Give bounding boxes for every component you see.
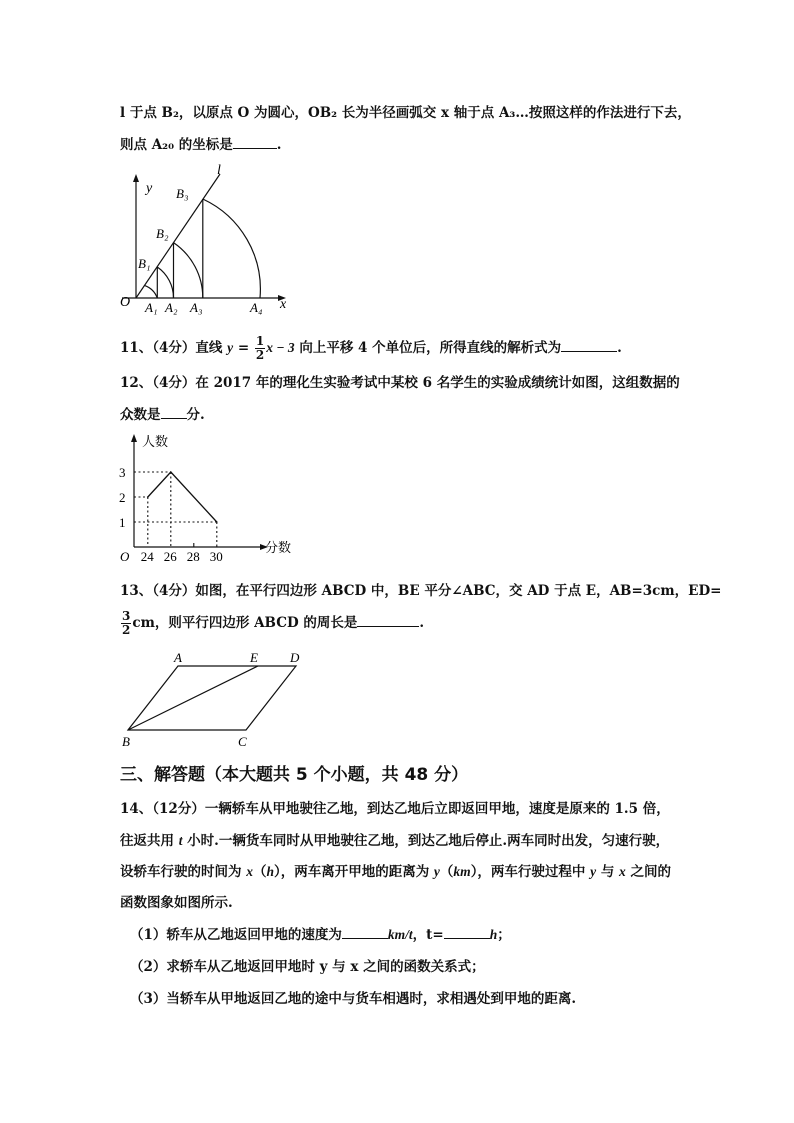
q13-label-d: D	[290, 650, 300, 665]
q14-line3-a: 设轿车行驶的时间为	[120, 864, 247, 880]
q12-data-point	[170, 471, 172, 473]
q10-origin-label: O	[120, 295, 131, 310]
q13-answer-blank	[357, 626, 419, 627]
q13-figure	[118, 648, 318, 752]
q10-b2-label: B₂	[156, 226, 169, 241]
q14-line3-e: ），两车行驶过程中	[470, 864, 591, 880]
q13-label-a: A	[174, 650, 182, 665]
q12-x-tick-label: 24	[140, 549, 154, 564]
q14-p1-h: h	[489, 927, 498, 942]
q11-answer-blank	[561, 351, 617, 352]
q13-label-b: B	[122, 734, 130, 749]
q11-y: y	[227, 340, 234, 355]
q10-a1-label: A₁	[145, 300, 158, 315]
q11-end: .	[617, 340, 622, 356]
q13-text-line1: 13、（4分）如图，在平行四边形 ABCD 中，BE 平分∠ABC，交 AD 于点 E，AB=3cm，ED=	[120, 583, 722, 599]
q10-text-line2	[120, 136, 281, 154]
q13-label-e: E	[250, 650, 258, 665]
q11-suffix: 向上平移 4 个单位后，所得直线的解析式为	[299, 340, 562, 356]
q12-origin: O	[120, 549, 130, 564]
q10-y-label: y	[146, 181, 153, 196]
q12-answer-blank	[161, 418, 187, 419]
q12-text-line1: 12、（4分）在 2017 年的理化生实验考试中某校 6 名学生的实验成绩统计如图，这组数据的	[120, 375, 680, 391]
q14-line2-b: 小时.一辆货车同时从甲地驶往乙地，到达乙地后停止.两车同时出发，匀速行驶，	[182, 833, 670, 849]
q10-text-line1: l 于点 B₂，以原点 O 为圆心，OB₂ 长为半径画弧交 x 轴于点 A₃…按照这样的作法进行下去，	[120, 105, 691, 121]
q12-x-tick-label: 28	[186, 549, 200, 564]
q10-line2-pre: 则点 A₂₀ 的坐标是	[120, 137, 233, 153]
q10-line2-post: .	[276, 137, 282, 153]
q10-a4-label: A₄	[250, 300, 263, 315]
q11-den: 2	[255, 348, 265, 362]
q12-series-line	[148, 472, 217, 522]
q10-line-label: l	[217, 163, 221, 178]
q14-text-line1: 14、（12分）一辆轿车从甲地驶往乙地，到达乙地后立即返回甲地，速度是原来的 1.5 倍，	[120, 801, 670, 817]
q14-text-line3	[120, 863, 671, 881]
q14-line2-a: 往返共用	[120, 833, 179, 849]
q12-line2-pre: 众数是	[120, 407, 161, 423]
q14-line3-f: 与	[596, 864, 620, 880]
q11-rest: x − 3	[266, 340, 295, 355]
q14-line2-t: t	[178, 833, 183, 848]
q12-text-line2	[120, 406, 205, 424]
q14-p1-blank-time	[444, 938, 490, 939]
q14-line3-d: （	[439, 864, 454, 880]
q10-a2-label: A₂	[165, 300, 178, 315]
q14-line3-b: （	[252, 864, 267, 880]
q12-line2-post: 分.	[186, 407, 205, 423]
q12-y-tick-label: 1	[119, 515, 126, 530]
q12-y-tick-label: 2	[119, 490, 126, 505]
q14-p1-unit: km/t	[387, 927, 413, 942]
q11-fraction	[255, 335, 265, 362]
q13-fraction	[121, 610, 131, 637]
q11-prefix: 11、（4分）直线	[120, 340, 223, 356]
q14-part3: （3）当轿车从甲地返回乙地的途中与货车相遇时，求相遇处到甲地的距离.	[130, 991, 577, 1007]
q14-line3-y2: y	[590, 864, 597, 879]
q13-num: 3	[122, 609, 131, 623]
q12-ylabel: 人数	[142, 434, 169, 449]
q12-xlabel: 分数	[265, 540, 292, 555]
q10-answer-blank	[233, 148, 277, 149]
q14-line3-h: h	[266, 864, 274, 879]
q12-x-tick-label: 26	[163, 549, 177, 564]
q11-num: 1	[255, 334, 265, 348]
q10-b1-label: B₁	[138, 256, 151, 271]
q12-y-arrow	[131, 434, 137, 442]
q13-label-c: C	[238, 734, 247, 749]
q10-figure	[110, 160, 310, 320]
q12-data-point	[147, 496, 149, 498]
q10-a3-label: A₃	[190, 300, 203, 315]
q14-line3-g: 之间的	[625, 864, 671, 880]
q12-data-point	[216, 521, 218, 523]
section-heading: 三、解答题（本大题共 5 个小题，共 48 分）	[120, 765, 469, 785]
q14-text-line2	[120, 832, 669, 850]
q14-part1	[130, 926, 511, 944]
q14-line3-km: km	[453, 864, 471, 879]
q14-part2: （2）求轿车从乙地返回甲地时 y 与 x 之间的函数关系式；	[130, 959, 485, 975]
q14-line3-c: ），两车离开甲地的距离为	[273, 864, 434, 880]
q14-p1-a: （1）轿车从乙地返回甲地的速度为	[130, 927, 342, 943]
q12-x-tick-label: 30	[209, 549, 223, 564]
q14-line3-x2: x	[619, 864, 626, 879]
q12-y-tick-label: 3	[119, 465, 126, 480]
q11-eq: =	[233, 340, 254, 356]
q14-line3-x: x	[246, 864, 253, 879]
q14-text-line4: 函数图象如图所示.	[120, 895, 233, 911]
q10-x-label: x	[280, 297, 287, 312]
q13-text-line2	[120, 608, 424, 638]
q10-b3-label: B₃	[176, 186, 189, 201]
q14-p1-c: ；	[497, 927, 511, 943]
q14-p1-b: ，t=	[412, 927, 444, 943]
q14-p1-blank-speed	[342, 938, 388, 939]
q11-text	[120, 334, 622, 362]
q13-line2: cm，则平行四边形 ABCD 的周长是	[132, 615, 358, 631]
q13-end: .	[419, 615, 425, 631]
q14-line3-y: y	[433, 864, 440, 879]
q13-den: 2	[122, 623, 131, 637]
q12-chart	[112, 430, 302, 570]
